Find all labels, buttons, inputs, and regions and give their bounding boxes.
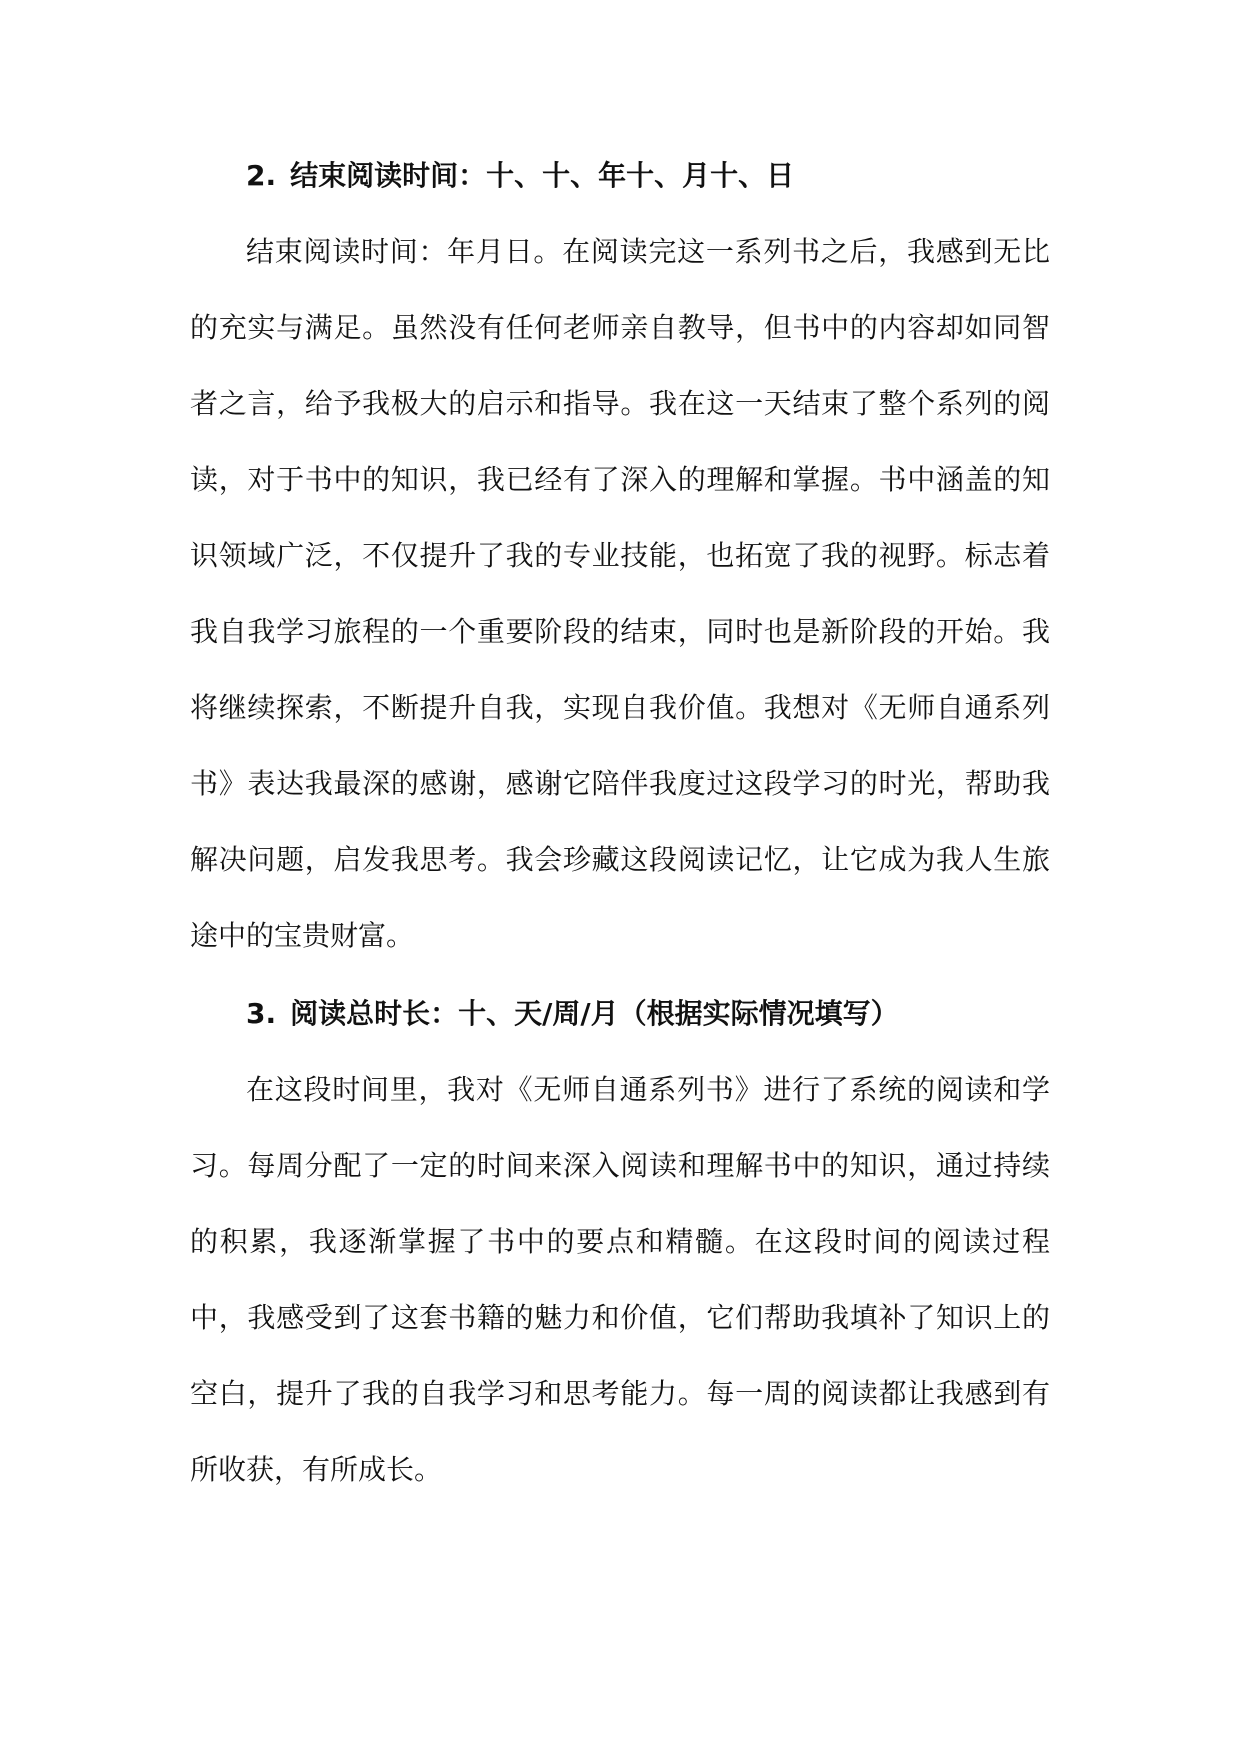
section-end-reading-time bbox=[190, 138, 1050, 974]
section-title: 结束阅读时间：十、十、年十、月十、日 bbox=[290, 159, 795, 192]
section-heading bbox=[190, 976, 1050, 1052]
section-paragraph: 在这段时间里，我对《无师自通系列书》进行了系统的阅读和学习。每周分配了一定的时间来深入阅读和理解书中的知识，通过持续的积累，我逐渐掌握了书中的要点和精髓。在这段时间的阅读过程中，我感受到了这套书籍的魅力和价值，它们帮助我填补了知识上的空白，提升了我的自我学习和思考能力。每一周的阅读都让我感到有所收获，有所成长。 bbox=[190, 1073, 1050, 1486]
section-number: 2. bbox=[246, 159, 277, 192]
section-heading bbox=[190, 138, 1050, 214]
section-total-reading-duration bbox=[190, 976, 1050, 1508]
section-number: 3. bbox=[246, 997, 277, 1030]
section-title: 阅读总时长：十、天/周/月（根据实际情况填写） bbox=[290, 997, 899, 1030]
section-paragraph: 结束阅读时间：年月日。在阅读完这一系列书之后，我感到无比的充实与满足。虽然没有任何老师亲自教导，但书中的内容却如同智者之言，给予我极大的启示和指导。我在这一天结束了整个系列的阅读，对于书中的知识，我已经有了深入的理解和掌握。书中涵盖的知识领域广泛，不仅提升了我的专业技能，也拓宽了我的视野。标志着我自我学习旅程的一个重要阶段的结束，同时也是新阶段的开始。我将继续探索，不断提升自我，实现自我价值。我想对《无师自通系列书》表达我最深的感谢，感谢它陪伴我度过这段学习的时光，帮助我解决问题，启发我思考。我会珍藏这段阅读记忆，让它成为我人生旅途中的宝贵财富。 bbox=[190, 235, 1050, 952]
